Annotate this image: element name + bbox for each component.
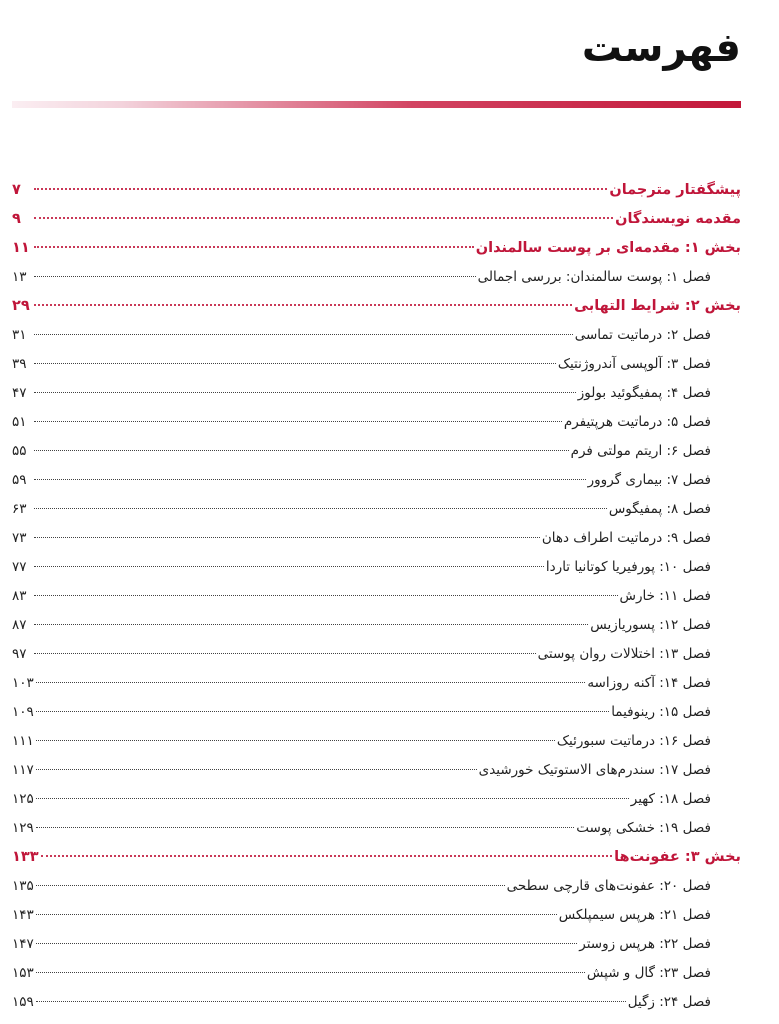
toc-chapter-entry bbox=[12, 321, 741, 350]
toc-page-number: ۱۴۳ bbox=[12, 907, 34, 923]
toc-page-number: ۱۱۷ bbox=[12, 762, 34, 778]
toc-chapter-entry bbox=[12, 814, 741, 843]
toc-chapter-entry bbox=[12, 872, 741, 901]
page-title: فهرست bbox=[581, 25, 741, 71]
toc-section-entry bbox=[12, 843, 741, 872]
toc-entry-label: فصل ۱۳: اختلالات روان پوستی bbox=[537, 646, 711, 662]
toc-entry-label: بخش ۲: شرایط التهابی bbox=[574, 298, 741, 314]
toc-chapter-entry bbox=[12, 669, 741, 698]
toc-page-number: ۵۹ bbox=[12, 472, 27, 488]
toc-dot-leader bbox=[34, 363, 556, 364]
toc-entry-label: فصل ۷: بیماری گروور bbox=[587, 472, 711, 488]
toc-page-number: ۵۱ bbox=[12, 414, 27, 430]
toc-dot-leader bbox=[36, 798, 629, 799]
toc-page-number: ۱۵۳ bbox=[12, 965, 34, 981]
toc-dot-leader bbox=[34, 188, 607, 190]
toc-entry-label: فصل ۲۴: زگیل bbox=[627, 994, 711, 1010]
toc-page-number: ۷۷ bbox=[12, 559, 27, 575]
toc-dot-leader bbox=[34, 246, 474, 248]
toc-chapter-entry bbox=[12, 350, 741, 379]
toc-page-number: ۷ bbox=[12, 182, 21, 198]
toc-dot-leader bbox=[34, 304, 572, 306]
toc-entry-label: فصل ۱۷: سندرم‌های الاستوتیک خورشیدی bbox=[478, 762, 711, 778]
toc-page-number: ۱۲۵ bbox=[12, 791, 34, 807]
toc-page-number: ۸۳ bbox=[12, 588, 27, 604]
toc-entry-label: مقدمه نویسندگان bbox=[615, 211, 741, 227]
toc-entry-label: فصل ۲۳: گال و شپش bbox=[586, 965, 711, 981]
toc-entry-label: پیشگفتار مترجمان bbox=[609, 182, 741, 198]
toc-entry-label: فصل ۱۱: خارش bbox=[619, 588, 711, 604]
toc-entry-label: بخش ۱: مقدمه‌ای بر پوست سالمندان bbox=[475, 240, 741, 256]
toc-dot-leader bbox=[34, 217, 613, 219]
toc-entry-label: فصل ۶: اریتم مولتی فرم bbox=[570, 443, 711, 459]
toc-dot-leader bbox=[36, 711, 609, 712]
toc-page-number: ۱۵۹ bbox=[12, 994, 34, 1010]
toc-section-entry bbox=[12, 176, 741, 205]
toc-section-entry bbox=[12, 292, 741, 321]
toc-page-number: ۸۷ bbox=[12, 617, 27, 633]
toc-dot-leader bbox=[34, 479, 586, 480]
toc-chapter-entry bbox=[12, 640, 741, 669]
toc-page-number: ۵۵ bbox=[12, 443, 27, 459]
toc-page-number: ۶۳ bbox=[12, 501, 27, 517]
toc-dot-leader bbox=[36, 740, 555, 741]
toc-page-number: ۱۱۱ bbox=[12, 733, 34, 749]
toc-page-number: ۱۳۳ bbox=[12, 849, 39, 865]
toc-chapter-entry bbox=[12, 408, 741, 437]
toc-entry-label: فصل ۴: پمفیگوئید بولوز bbox=[577, 385, 711, 401]
toc-chapter-entry bbox=[12, 959, 741, 988]
toc-chapter-entry bbox=[12, 553, 741, 582]
toc-chapter-entry bbox=[12, 582, 741, 611]
toc-entry-label: فصل ۱۶: درماتیت سبورئیک bbox=[556, 733, 711, 749]
toc-chapter-entry bbox=[12, 466, 741, 495]
toc-dot-leader bbox=[34, 450, 569, 451]
toc-dot-leader bbox=[34, 334, 573, 335]
toc-entry-label: فصل ۱۹: خشکی پوست bbox=[576, 820, 711, 836]
toc-dot-leader bbox=[36, 827, 575, 828]
toc-page-number: ۹ bbox=[12, 211, 21, 227]
toc-page-number: ۱۴۷ bbox=[12, 936, 34, 952]
toc-page-number: ۱۰۳ bbox=[12, 675, 34, 691]
toc-page-number: ۴۷ bbox=[12, 385, 27, 401]
title-underline-bar bbox=[12, 101, 741, 108]
toc-chapter-entry bbox=[12, 611, 741, 640]
toc-page-number: ۳۱ bbox=[12, 327, 27, 343]
toc-chapter-entry bbox=[12, 495, 741, 524]
toc-entry-label: فصل ۹: درماتیت اطراف دهان bbox=[541, 530, 711, 546]
toc-page-number: ۱۳۵ bbox=[12, 878, 34, 894]
toc-entry-label: فصل ۲۰: عفونت‌های قارچی سطحی bbox=[506, 878, 711, 894]
toc-chapter-entry bbox=[12, 785, 741, 814]
toc-page-number: ۱۳ bbox=[12, 269, 27, 285]
toc-dot-leader bbox=[36, 914, 557, 915]
toc-chapter-entry bbox=[12, 756, 741, 785]
toc-dot-leader bbox=[34, 566, 544, 567]
toc-page-number: ۳۹ bbox=[12, 356, 27, 372]
toc-chapter-entry bbox=[12, 263, 741, 292]
toc-entry-label: فصل ۲۱: هرپس سیمپلکس bbox=[558, 907, 711, 923]
toc-chapter-entry bbox=[12, 988, 741, 1017]
toc-entry-label: فصل ۱۸: کهیر bbox=[630, 791, 711, 807]
toc-dot-leader bbox=[34, 421, 562, 422]
toc-entry-label: فصل ۱۲: پسوریازیس bbox=[590, 617, 711, 633]
toc-entry-label: فصل ۲: درماتیت تماسی bbox=[574, 327, 711, 343]
toc-page-number: ۹۷ bbox=[12, 646, 27, 662]
toc-section-entry bbox=[12, 205, 741, 234]
toc-chapter-entry bbox=[12, 437, 741, 466]
toc-page-number: ۲۹ bbox=[12, 298, 30, 314]
toc-dot-leader bbox=[34, 653, 536, 654]
toc-list bbox=[12, 176, 741, 1017]
toc-entry-label: فصل ۱۴: آکنه روزاسه bbox=[587, 675, 711, 691]
toc-entry-label: فصل ۱: پوست سالمندان: بررسی اجمالی bbox=[477, 269, 711, 285]
toc-dot-leader bbox=[41, 855, 613, 857]
toc-chapter-entry bbox=[12, 930, 741, 959]
toc-chapter-entry bbox=[12, 379, 741, 408]
toc-page-number: ۱۲۹ bbox=[12, 820, 34, 836]
toc-chapter-entry bbox=[12, 524, 741, 553]
toc-dot-leader bbox=[34, 595, 618, 596]
toc-dot-leader bbox=[34, 537, 540, 538]
toc-dot-leader bbox=[36, 943, 577, 944]
toc-dot-leader bbox=[34, 276, 476, 277]
toc-entry-label: فصل ۸: پمفیگوس bbox=[608, 501, 711, 517]
toc-dot-leader bbox=[36, 769, 477, 770]
toc-page-number: ۱۱ bbox=[12, 240, 30, 256]
toc-entry-label: فصل ۲۲: هرپس زوستر bbox=[579, 936, 711, 952]
toc-dot-leader bbox=[36, 972, 585, 973]
toc-dot-leader bbox=[34, 508, 607, 509]
toc-page-number: ۱۰۹ bbox=[12, 704, 34, 720]
toc-chapter-entry bbox=[12, 901, 741, 930]
toc-chapter-entry bbox=[12, 698, 741, 727]
toc-page-number: ۷۳ bbox=[12, 530, 27, 546]
toc-entry-label: فصل ۳: آلوپسی آندروژنتیک bbox=[557, 356, 711, 372]
toc-dot-leader bbox=[34, 392, 576, 393]
toc-dot-leader bbox=[36, 682, 586, 683]
toc-entry-label: بخش ۳: عفونت‌ها bbox=[614, 849, 741, 865]
toc-chapter-entry bbox=[12, 727, 741, 756]
toc-dot-leader bbox=[36, 1001, 626, 1002]
toc-entry-label: فصل ۱۵: رینوفیما bbox=[611, 704, 711, 720]
toc-dot-leader bbox=[36, 885, 505, 886]
toc-dot-leader bbox=[34, 624, 588, 625]
toc-entry-label: فصل ۵: درماتیت هرپتیفرم bbox=[563, 414, 711, 430]
toc-entry-label: فصل ۱۰: پورفیریا کوتانیا تاردا bbox=[545, 559, 711, 575]
toc-section-entry bbox=[12, 234, 741, 263]
